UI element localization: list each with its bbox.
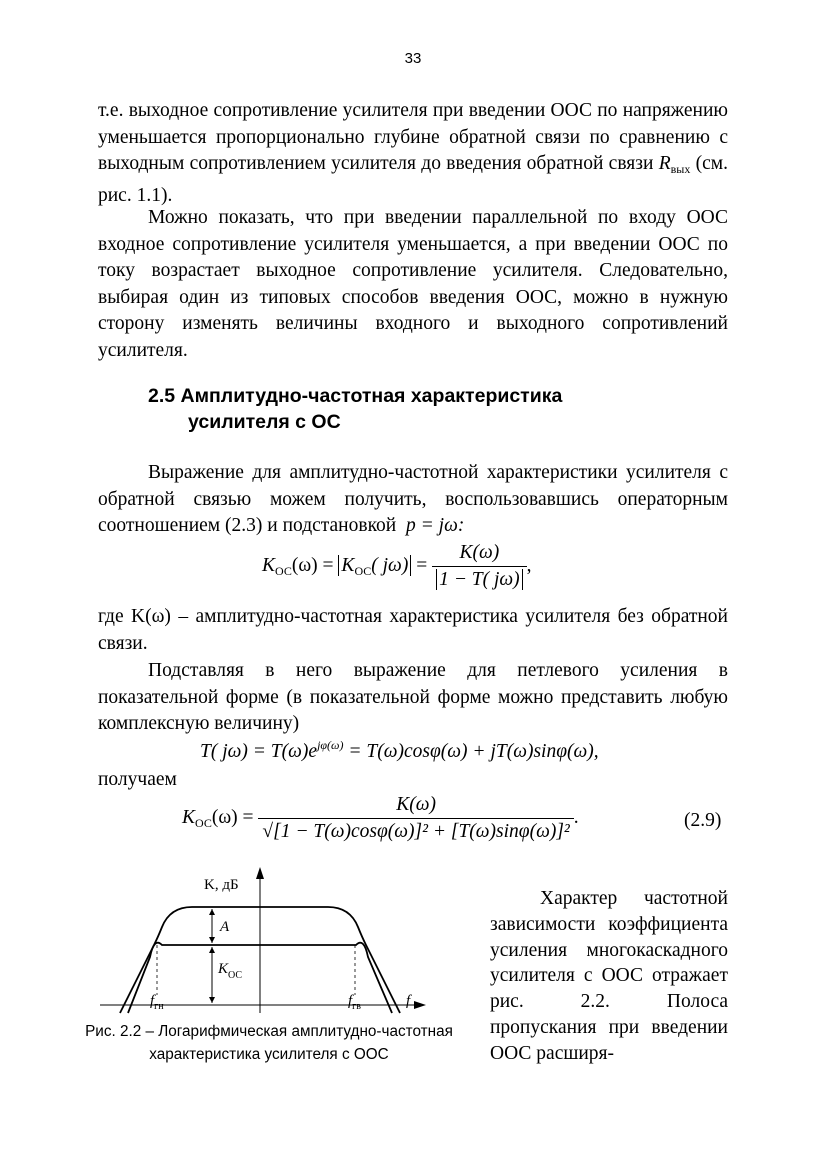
label-a: A: [220, 919, 230, 935]
y-axis-arrow-icon: [256, 867, 264, 879]
x-axis-arrow-icon: [414, 1001, 426, 1009]
section-title-line2: усилителя с ОС: [188, 411, 341, 433]
koc-arrow-up-icon: [209, 947, 215, 953]
equation-number: (2.9): [684, 810, 722, 831]
paragraph-1: т.е. выходное сопротивление усилителя при введении ООС по напряжению уменьшается пропорционально глубине обратной связи по сравнению с выходным сопротивлением усилителя до введения обратной связи $R_{вых}$ (см. рис. 1.1).: [98, 100, 728, 206]
frequency-response-figure: [84, 865, 464, 1015]
figure-caption: Рис. 2.2 – Логарифмическая амплитудно-частотная характеристика усилителя с ООС: [85, 1023, 453, 1063]
side-paragraph: Характер частотной зависимости коэффициента усиления многокаскадного усилителя с ООС отражает рис. 2.2. Полоса пропускания при введении ООС расширя-: [490, 888, 728, 1064]
koc-arrow-down-icon: [209, 997, 215, 1003]
label-f: f: [406, 993, 411, 1009]
a-arrow-down-icon: [209, 937, 215, 943]
y-axis-label: K, дБ: [204, 877, 239, 893]
label-koc: $K_{ОС}$: [218, 961, 243, 981]
paragraph-6: получаем: [98, 769, 177, 790]
page-number: 33: [404, 50, 422, 67]
a-arrow-up-icon: [209, 909, 215, 915]
paragraph-5: Подставляя в него выражение для петлевого усиления в показательной форме (в показательной форме можно представить любую комплексную величину): [98, 660, 728, 735]
paragraph-4: где K(ω) – амплитудно-частотная характеристика усилителя без обратной связи.: [98, 606, 728, 654]
label-fgv: $f_{гв}$: [348, 993, 361, 1012]
section-title-line1: 2.5 Амплитудно-частотная характеристика: [148, 385, 563, 407]
paragraph-3: Выражение для амплитудно-частотной характеристики усилителя с обратной связью можем получить, воспользовавшись операторным соотношением (2.3) и подстановкой p = jω:: [98, 462, 728, 537]
formula-loop-gain: T( $j\omega) = T(\omega)e^{j\varphi(\omega)} = T(\omega)\cos\varphi(\omega) + jT(\omega)\sin\varphi(\omega)$,: [200, 738, 599, 762]
formula-koc: $K_{ОС}(\omega) = K_{ОС}$( jω) = $\frac{K(\omega)}{1 - T( j\omega)}$ ,: [262, 542, 532, 590]
formula-2-9: $K_{ОС}(\omega)$ = $\frac{K(\omega)}{\text{√[1 − T(ω)cosφ(ω)]² + [T(ω)sinφ(ω)]²}}$ .: [182, 794, 579, 842]
label-fgn: $f_{гн}$: [150, 993, 164, 1012]
section-heading: [148, 383, 562, 435]
paragraph-2: Можно показать, что при введении параллельной по входу ООС входное сопротивление усилителя уменьшается, а при введении ООС по току возрастает выходное сопротивление усилителя. Следовательно, выбирая один из типовых способов введения ООС, можно в нужную сторону изменять величины входного и выходного сопротивлений усилителя.: [98, 207, 728, 361]
